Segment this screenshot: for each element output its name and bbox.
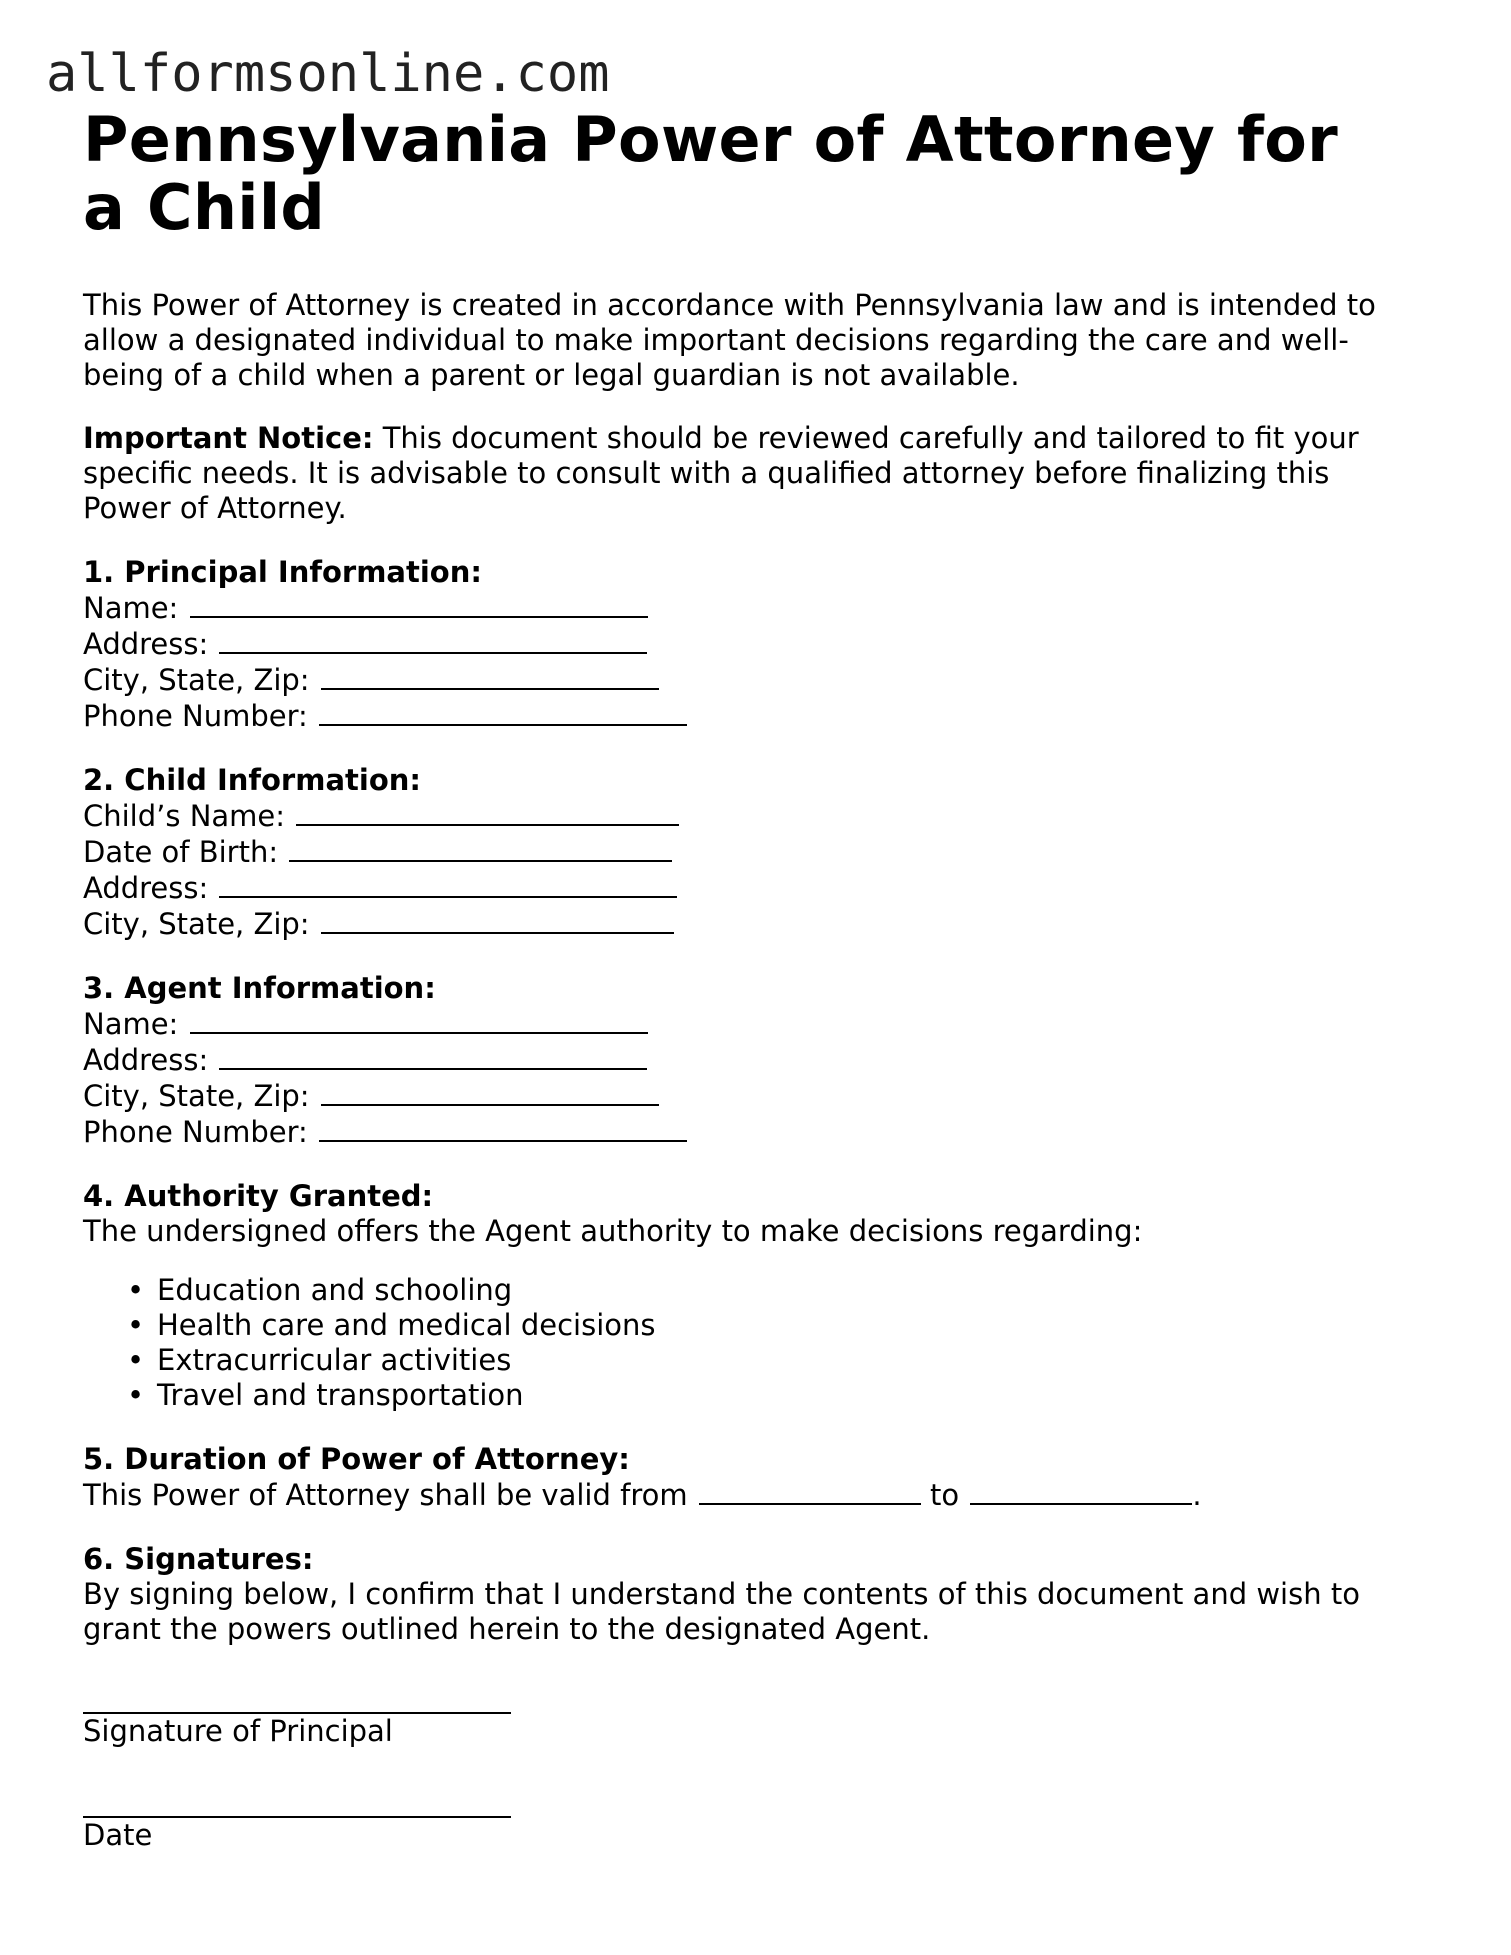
date-label: Date <box>83 1818 153 1852</box>
agent-city-field[interactable] <box>321 1078 659 1106</box>
duration-text-middle: to <box>930 1478 960 1512</box>
section-agent <box>83 971 1423 1150</box>
intro-paragraph: This Power of Attorney is created in accordance with Pennsylvania law and is intended to allow a designated individual to make important decisions regarding the care and well-being of a child when a parent or legal guardian is not available. <box>83 288 1376 392</box>
duration-text-end: . <box>1192 1478 1202 1512</box>
authority-text: The undersigned offers the Agent authority to make decisions regarding: <box>83 1214 1143 1248</box>
list-item-label: Travel and transportation <box>157 1378 524 1412</box>
agent-address-field[interactable] <box>219 1042 647 1070</box>
principal-city-row <box>83 662 1423 698</box>
section-duration <box>83 1442 1423 1513</box>
section-heading: 3. Agent Information: <box>83 971 436 1005</box>
list-item-label: Health care and medical decisions <box>157 1308 656 1342</box>
child-name-field[interactable] <box>296 798 679 826</box>
document-body <box>83 103 1423 1853</box>
section-heading: 1. Principal Information: <box>83 555 482 589</box>
field-label: Date of Birth: <box>83 835 279 869</box>
principal-phone-field[interactable] <box>319 698 687 726</box>
section-principal <box>83 555 1423 734</box>
child-city-field[interactable] <box>321 906 674 934</box>
field-label: Phone Number: <box>83 1115 308 1149</box>
end-date-field[interactable] <box>970 1477 1192 1505</box>
principal-city-field[interactable] <box>321 662 659 690</box>
section-heading: 5. Duration of Power of Attorney: <box>83 1442 630 1476</box>
agent-city-row <box>83 1078 1423 1114</box>
bullet-icon: • <box>127 1308 145 1342</box>
child-address-field[interactable] <box>219 870 677 898</box>
list-item <box>127 1273 1423 1308</box>
signature-block <box>83 1683 1423 1853</box>
section-authority <box>83 1179 1423 1413</box>
agent-phone-field[interactable] <box>319 1114 687 1142</box>
agent-name-field[interactable] <box>190 1006 648 1034</box>
section-heading: 2. Child Information: <box>83 763 421 797</box>
notice-text: This document should be reviewed carefully and tailored to fit your specific needs. It is advisable to consult with a qualified attorney before finalizing this Power of Attorney. <box>83 421 1359 525</box>
principal-name-field[interactable] <box>190 590 648 618</box>
principal-phone-row <box>83 698 1423 734</box>
field-label: Address: <box>83 1043 209 1077</box>
list-item <box>127 1378 1423 1413</box>
section-heading: 6. Signatures: <box>83 1542 314 1576</box>
field-label: Name: <box>83 1007 179 1041</box>
child-dob-field[interactable] <box>289 834 672 862</box>
field-label: Phone Number: <box>83 699 308 733</box>
principal-name-row <box>83 590 1423 626</box>
bullet-icon: • <box>127 1343 145 1377</box>
principal-signature-label: Signature of Principal <box>83 1714 393 1748</box>
start-date-field[interactable] <box>699 1477 921 1505</box>
field-label: City, State, Zip: <box>83 663 310 697</box>
agent-name-row <box>83 1006 1423 1042</box>
signatures-text: By signing below, I confirm that I understand the contents of this document and wish to grant the powers outlined herein to the designated Agent. <box>83 1577 1360 1646</box>
list-item <box>127 1308 1423 1343</box>
authority-list <box>83 1273 1423 1413</box>
list-item-label: Education and schooling <box>157 1273 513 1307</box>
agent-phone-row <box>83 1114 1423 1150</box>
document-title: Pennsylvania Power of Attorney for a Child <box>83 103 1339 244</box>
section-signatures <box>83 1542 1423 1647</box>
section-child <box>83 763 1423 942</box>
field-label: Address: <box>83 627 209 661</box>
list-item-label: Extracurricular activities <box>157 1343 512 1377</box>
site-watermark: allformsonline.com <box>46 44 610 104</box>
bullet-icon: • <box>127 1378 145 1412</box>
field-label: Child’s Name: <box>83 799 286 833</box>
field-label: City, State, Zip: <box>83 907 310 941</box>
important-notice <box>83 421 1423 526</box>
principal-address-row <box>83 626 1423 662</box>
field-label: Name: <box>83 591 179 625</box>
child-name-row <box>83 798 1423 834</box>
bullet-icon: • <box>127 1273 145 1307</box>
field-label: City, State, Zip: <box>83 1079 310 1113</box>
notice-label: Important Notice: <box>83 421 374 455</box>
agent-address-row <box>83 1042 1423 1078</box>
child-address-row <box>83 870 1423 906</box>
principal-address-field[interactable] <box>219 626 647 654</box>
section-heading: 4. Authority Granted: <box>83 1179 434 1213</box>
field-label: Address: <box>83 871 209 905</box>
duration-text-before: This Power of Attorney shall be valid from <box>83 1478 688 1512</box>
list-item <box>127 1343 1423 1378</box>
duration-row <box>83 1477 1423 1513</box>
child-city-row <box>83 906 1423 942</box>
principal-signature-field[interactable] <box>83 1683 511 1714</box>
date-field[interactable] <box>83 1787 511 1818</box>
child-dob-row <box>83 834 1423 870</box>
